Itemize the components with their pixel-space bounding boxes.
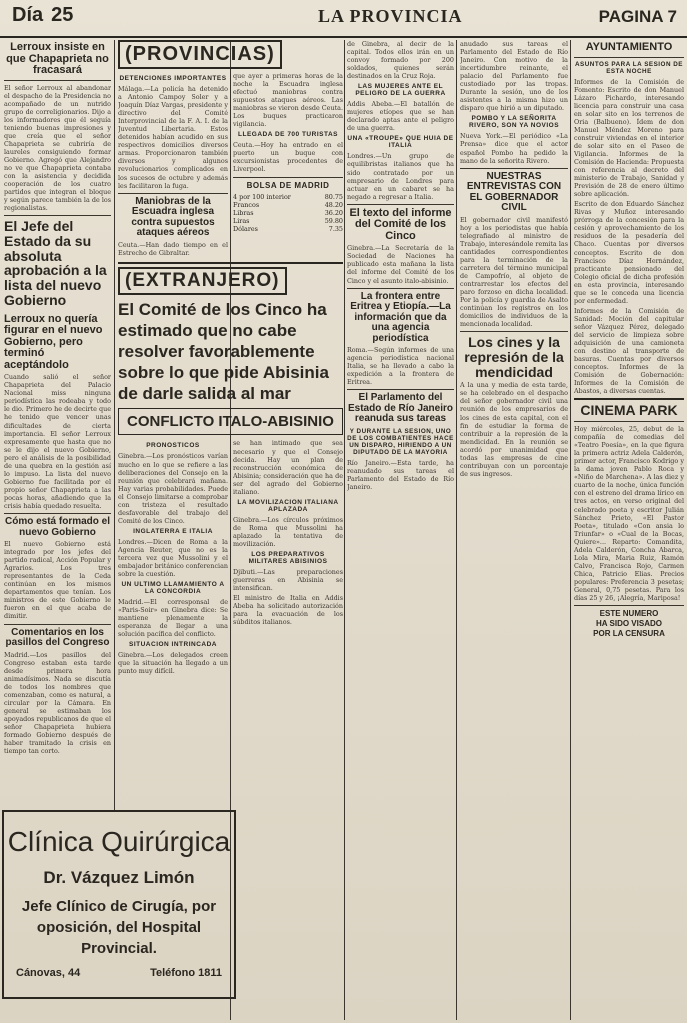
article-body: Ginebra.—Los círculos próximos de Roma que Mussolini ha aplazado la tentativa de movilización. — [233, 515, 343, 548]
sub-asuntos: ASUNTOS PARA LA SESION DE ESTA NOCHE — [574, 60, 683, 75]
sub-mujeres: LAS MUJERES ANTE EL PELIGRO DE LA GUERRA — [355, 83, 446, 98]
article-body: A la una y media de esta tarde, se ha celebrado en el despacho del señor gobernador civil una reunión de los empresarios de los cines de esta capital, con el fin de estudiar la forma de contribuir a la represión de la mendicidad. En la reunión se acordó por unanimidad que todas las empresas de cine contribuyan con un porcentaje de sus ingresos. — [460, 381, 568, 478]
article-body: El ministro de Italia en Addis Abeba ha solicitado autorización para la evacuación de los súbditos italianos. — [233, 594, 343, 627]
sub-turistas: LLEGADA DE 700 TURISTAS — [238, 131, 338, 139]
article-body: Cuando salió el señor Chapaprieta del Palacio Nacional miss ninguna periodística las rodeaba y todo le dio. Primero he de decirte que he tenido que vencer unas dificultades de cierta importancia. El señor Lerroux expresamente que hasta que no se le dijo el nuevo Gobierno, pero el análisis de la posibilidad de una quebra en la gestión así lo impuso. La lista del nuevo Gobierno fue facilitada por el propio señor Chapaprieta a las pocas horas, añadiendo que la crisis había quedado resuelta. — [4, 373, 111, 510]
headline-entrevistas: NUESTRAS ENTREVISTAS CON EL GOBERNADOR CIVIL — [466, 170, 562, 214]
ad-address: Cánovas, 44 — [16, 967, 81, 979]
headline-parlamento: El Parlamento del Estado de Río Janeiro reanuda sus tareas — [347, 392, 454, 425]
bolsa-row — [233, 193, 343, 201]
article-body: Ceuta.—Hoy ha entrado en el puerto un buque con excursionistas procedentes de Liverpool. — [233, 141, 343, 174]
headline-conflicto: CONFLICTO ITALO-ABISINIO — [127, 412, 334, 430]
sub-inglaterra: INGLATERRA E ITALIA — [133, 527, 213, 535]
headline-frontera: La frontera entre Eritrea y Etiopía.—La información que da una agencia periodística — [350, 290, 451, 344]
column-rule — [456, 40, 457, 1020]
bolsa-label: Francos — [233, 200, 260, 209]
bolsa-row — [233, 225, 343, 233]
sub-sesion: Y DURANTE LA SESION, UNO DE LOS COMBATIENTES HACE UN DISPARO, HIRIENDO A UN DIPUTADO DE LA MAYORIA — [347, 427, 454, 456]
bolsa-row — [233, 209, 343, 217]
sub-troupe: UNA «TROUPE» QUE HUIA DE ITALIA — [347, 135, 454, 150]
article-body: Roma.—Según informes de una agencia periodística nacional Italia, se ha llevado a cabo la expedición a la frontera de Eritrea. — [347, 346, 454, 387]
sub-preparativos: LOS PREPARATIVOS MILITARES ABISINIOS — [248, 550, 328, 565]
ad-phone: Teléfono 1811 — [150, 967, 222, 979]
article-body: Madrid.—Los pasillos del Congreso estaban esta tarde desde primera hora animadísimos. Nada se discutía de todos los nombres que comenzaban, como es natural, a circular por la Cámara. En general se estimaban los apoyados republicanos de que el señor Chapaprieta hubiera formado Gobierno después de haber tramitado la crisis en tiempo tan corto. — [4, 650, 111, 756]
headline-texto-informe: El texto del informe del Comité de los Cinco — [349, 206, 452, 242]
bolsa-label: Libras — [233, 208, 254, 217]
bolsa-value: 59.80 — [324, 216, 343, 225]
article-body: se han intimado que sea necesario y que el Consejo decida. Hay un plan de reconstrucción económica de Abisinia; consideración que ha de ser del agrado del Gobierno italiano. — [233, 439, 343, 496]
article-body: Nueva York.—El periódico «La Prensa» dice que el actor español Pombo ha pedido la mano de la señorita Rivero. — [460, 132, 568, 165]
stamp-line: ESTE NUMERO — [599, 609, 659, 619]
column-1 — [4, 40, 111, 810]
column-2 — [118, 40, 343, 1015]
sub-pronosticos: PRONOSTICOS — [146, 442, 200, 450]
headline-congreso: Comentarios en los pasillos del Congreso — [5, 626, 110, 649]
conflict-box — [118, 408, 343, 436]
divider — [4, 80, 111, 81]
divider — [118, 193, 228, 194]
divider — [574, 421, 684, 422]
censor-stamp — [574, 609, 684, 639]
divider — [347, 204, 454, 205]
divider — [4, 624, 111, 625]
headline-comite-cinco: El Comité de los Cinco ha estimado que no cabe resolver favorablemente sobre lo que pide Abisinia de darle salida al mar — [118, 299, 329, 403]
sub-detenciones: DETENCIONES IMPORTANTES — [119, 75, 227, 82]
bolsa-value: 36.20 — [324, 208, 343, 217]
bolsa-row — [233, 201, 343, 209]
headline-ayuntamiento: AYUNTAMIENTO — [585, 41, 673, 53]
ad-clinic-name: Clínica Quirúrgica — [7, 826, 231, 857]
ad-role: Jefe Clínico de Cirugía, por oposición, del Hospital Provincial. — [21, 898, 217, 957]
divider — [118, 262, 343, 264]
headline-cines: Los cines y la represión de la mendicidad — [464, 334, 564, 380]
sub-pombo: POMBO Y LA SEÑORITA RIVERO, SON YA NOVIOS — [468, 115, 560, 130]
article-body: Ceuta.—Han dado tiempo en el Estrecho de Gibraltar. — [118, 240, 228, 257]
column-rule — [344, 40, 345, 1020]
column-rule — [570, 40, 571, 1020]
headline-maniobras: Maniobras de la Escuadra inglesa contra supuestos ataques aéreos — [131, 195, 215, 239]
bolsa-value: 80.75 — [324, 192, 343, 201]
sub-llamamiento: UN ULTIMO LLAMAMIENTO A LA CONCORDIA — [121, 581, 225, 596]
headline-lerroux: Lerroux insiste en que Chapaprieta no fracasará — [6, 41, 109, 77]
divider — [574, 57, 684, 58]
headline-cinema-park: CINEMA PARK — [580, 402, 678, 419]
divider — [4, 215, 111, 216]
bolsa-table — [233, 193, 343, 233]
column-5 — [460, 40, 568, 1015]
day-label: Día 25 — [12, 4, 74, 26]
article-body: Málaga.—La policía ha detenido a Antonio Campoy Soler y a Joaquín Díaz Vargas, presidente y directivo del Comité Interprovincial de la F. A. I. de la Juventud Libertaria. Estos detenidos habían acudido en sus respectivos domicilios diversos armas. Proporcionaron también diversos y algunos revolucionarios complicados en los sucesos de octubre y además les facilitaron la fuga. — [118, 85, 228, 190]
article-body: Ginebra.—Los pronósticos varían mucho en lo que se refiere a las deliberaciones del Consejo en la reunión que celebrará mañana. Hay varias probabilidades. Puede el Consejo limitarse a comprobar con tristeza el resultado desfavorable del trabajo del Comité de los Cinco. — [118, 452, 228, 525]
article-body: Addis Abeba.—El batallón de mujeres etíopes que se han declarado aptas ante el peligro de una guerra. — [347, 100, 454, 133]
divider — [460, 331, 568, 332]
newspaper-title: LA PROVINCIA — [318, 6, 463, 26]
bolsa-row — [233, 217, 343, 225]
article-body: de Ginebra, al decir de la capital. Todos ellos irán en un convoy formado por 200 soldados, quienes serán destinados en la Cruz Roja. — [347, 40, 454, 81]
article-body: Ginebra.—Los delegados creen que la situación ha llegado a un punto muy difícil. — [118, 651, 228, 676]
stamp-line: POR LA CENSURA — [593, 629, 665, 639]
article-body: El señor Lerroux al abandonar el despacho de la Presidencia no acompañado de un nutrido grupo de correligionarios. Dijo a los informadores que él seguía teniendo buenas impresiones y que creía que el señor Chapaprieta se cubriría de laureles consiguiendo formar Gobierno. Agregó que Alejandro no ve que Chapaprieta contaba con la asistencia y decidida cooperación de los cuatro partidos que integran el bloque y según parece también la de los regionalistas. — [4, 83, 111, 213]
section-provincias: (PROVINCIAS) — [118, 40, 282, 69]
divider — [4, 513, 111, 514]
article-body: Ginebra.—La Secretaría de la Sociedad de Naciones ha publicado esta mañana la lista del informe del Comité de los Cinco y el asunto italo-abisinio. — [347, 244, 454, 285]
article-body: Hoy miércoles, 25, debut de la compañía de comedias del «Teatro Poesía», en la que figura la primera actriz Adela Calderón, primer actor, Francisco Kodrigo y la dama joven Pablo Roca y «Niño de Marchena». A las diez y cuarto de la noche, única función con el estreno del drama lírico en tres actos, en verso original del celebrado poeta y escritor Julián Sánchez Prieto, «El Pastor Poeta», titulado «Con ansia lo Triunfar» o «Cual de la Bocas, Quiere»... Reparto: Comandita, Adela Calderón, Concha Abarca, Lola Mira, Maria Ruiz, Ramón Calvo, Francisca Rojo, Carmen Chica, Patricio Elias. Precios populares: Preferencia 3 pesetas; General, 0,75 pesetas. Para los días 25 y 26, ¡Alegría, Mariposa! — [574, 425, 684, 603]
masthead — [0, 0, 687, 38]
divider — [574, 398, 684, 400]
article-body: anudado sus tareas el Parlamento del Estado de Río Janeiro. Con motivo de la incertidumbre reinante, el palacio del Parlamento fue custodiado por las tropas. Durante la sesión, uno de los asistentes a la misma hizo un disparo que hirió a un diputado. — [460, 40, 568, 113]
article-body: Río Janeiro.—Esta tarde, ha reanudado sus tareas el Parlamento del Estado de Río Janeiro. — [347, 458, 454, 491]
article-body: que ayer a primeras horas de la noche la Escuadra inglesa efectuó maniobras contra supuestos ataques aéreos. Las maniobras se vieron desde Ceuta. Los buques practicaron vigilancia. — [233, 72, 343, 129]
divider — [347, 288, 454, 289]
headline-gobierno: Cómo está formado el nuevo Gobierno — [4, 516, 111, 538]
bolsa-label: Dólares — [233, 224, 258, 233]
article-body: Informes de la Comisión de Sanidad: Moción del capitular señor Vázquez Pérez, delegado del servicio de limpieza sobre adquisición de una camioneta con destino al transporte de basuras. Cuentas por diversos conceptos. Informes de la Comisión de Gobernación: Informes de la Comisión de Abastos, a diversas cuentas. — [574, 306, 684, 396]
stamp-line: HA SIDO VISADO — [596, 619, 662, 629]
divider — [460, 168, 568, 169]
bolsa-label: Liras — [233, 216, 250, 225]
article-body: Londres.—Dicen de Roma a la Agencia Reuter, que no es la tercera vez que Mussolini y el embajador británico conferencian sobre la cuestión. — [118, 537, 228, 579]
article-body: Londres.—Un grupo de equilibristas italianos que ha sido contratado por un empresario de Londres para actuar en un cabaret se ha negado a regresar a Italia. — [347, 152, 454, 201]
divider — [233, 177, 343, 178]
ad-doctor: Dr. Vázquez Limón — [43, 868, 195, 887]
article-body: Madrid.—El corresponsal de «Paris-Soir» en Ginebra dice: Se mantiene plenamente la esperanza de llegar a una solución pacífica del conflicto. — [118, 598, 228, 639]
headline-jefe-estado: El Jefe del Estado da su absoluta aprobación a la lista del nuevo Gobierno — [4, 218, 107, 308]
sub-movilizacion: LA MOVILIZACION ITALIANA APLAZADA — [237, 498, 339, 513]
bolsa-value: 7.35 — [328, 224, 343, 233]
article-body: Informes de la Comisión de Fomento: Escrito de don Manuel Lázaro Pichardo, interesando licencia para construir una casa en solar sito en los terrenos de Oria (Balbueno). Ídem de don Manuel Méndez Moreno para construir viviendas en el interior de solar sito en el Paseo de Vigilancia. Informes de la Comisión de Hacienda: Propuesta con referencia al decreto del ministerio de Trabajo, Sanidad y Previsión de 28 de enero último sobre aplicación. — [574, 77, 684, 199]
column-rule — [114, 40, 115, 810]
article-body: Djibuti.—Las preparaciones guerreras en Abisinia se intensifican. — [233, 567, 343, 593]
divider — [574, 605, 684, 606]
subheadline-lerroux: Lerroux no quería figurar en el nuevo Gobierno, pero terminó aceptándolo — [4, 312, 103, 371]
divider — [347, 389, 454, 390]
sub-situacion: SITUACION INTRINCADA — [129, 641, 217, 649]
column-6 — [574, 40, 684, 1015]
page-number: PAGINA 7 — [598, 7, 677, 26]
article-body: El nuevo Gobierno está integrado por los jefes del partido radical, Acción Popular y Agrarios. Los tres representantes de la Ceda continúan en los mismos departamentos que tenían. Los ministros de este Gobierno le fueron en el que acaba de dimitir. — [4, 540, 111, 621]
bolsa-value: 48.20 — [324, 200, 343, 209]
sub-bolsa: BOLSA DE MADRID — [246, 180, 330, 190]
article-body: El gobernador civil manifestó hoy a los periodistas que había telegrafiado al ministro de Trabajo, interesándole remita las cantidades correspondientes para la terminación de la carretera del término municipal de Campofrío, al objeto de contrarrestar los efectos del paro forzoso en dicha localidad. Por la policía y guardia de Asalto continúan los registros en los domicilios de individuos de la mencionada localidad. — [460, 215, 568, 329]
article-body: Escrito de don Eduardo Sánchez Rivas y Muñoz interesando prórroga de la concesión para la cesión y aprovechamiento de los residuos de la pesadería del Chaco. Cuentas por diversos conceptos. Escrito de don Francisco Díaz Hernández, practicante pensionado del Colegio oficial de dicha profesión en esta provincia, interesando que se le conceda una licencia por enfermedad. — [574, 200, 684, 305]
section-extranjero: (EXTRANJERO) — [118, 267, 287, 295]
bolsa-label: 4 por 100 interior — [233, 192, 291, 201]
column-4 — [347, 40, 454, 1015]
